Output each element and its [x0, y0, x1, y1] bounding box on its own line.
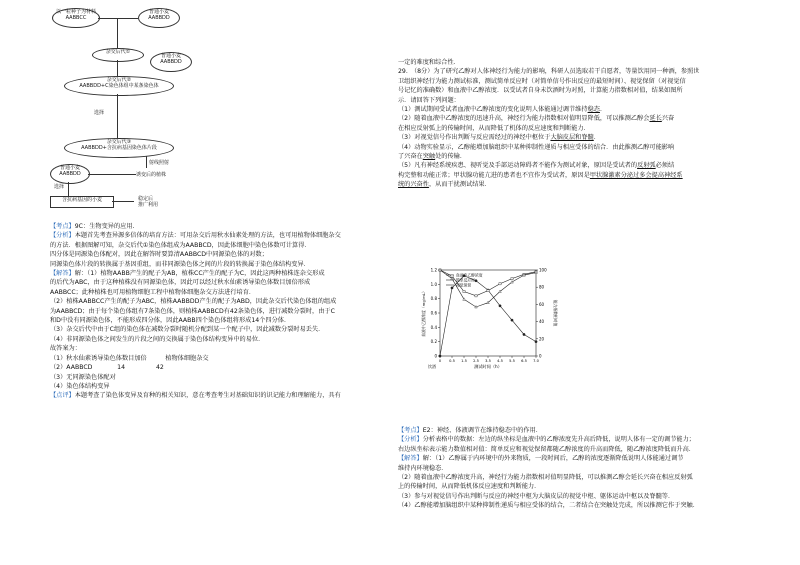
select-label-1: 选择 — [94, 110, 105, 116]
node-wheat-2 — [150, 52, 192, 72]
text-line — [50, 335, 418, 344]
y-right-tick-label: 80 — [539, 284, 545, 290]
answer-3: 大脑皮层和脊髓 — [550, 134, 594, 142]
left-answer-text — [50, 222, 418, 401]
node-wheat-3 — [50, 164, 90, 184]
node-wheat-1 — [138, 8, 180, 28]
y-left-tick-label: 1.2 — [430, 267, 437, 273]
data-point — [511, 278, 513, 280]
node-seed-label: 以一粒种子为材料 — [55, 9, 96, 15]
x-axis-label: 测试时间（h） — [474, 364, 502, 369]
section-tag: 【考点】 — [50, 223, 75, 230]
text-line — [50, 260, 418, 269]
line-text: （1）秋水仙素诱导染色体数目加倍 植物体细胞杂交 — [50, 354, 209, 362]
line-text: 同源染色体片段的转换属于基因重组，而非同源染色体之间的片段的转换属于染色体结构变异． — [50, 260, 310, 268]
legend-entry: 血液中乙醇浓度 — [456, 272, 483, 278]
answer-1: 稳态 — [587, 106, 600, 114]
node-offspring-3 — [64, 138, 174, 158]
node-resistant — [50, 196, 114, 208]
text-line — [398, 454, 770, 463]
text-line — [50, 354, 418, 363]
text-line — [50, 269, 418, 278]
section-tag: 【分析】 — [398, 436, 423, 444]
radiation-label: 射线照射 — [149, 160, 170, 166]
question-5-end: 统的兴奋性，从而干扰测试结果． — [398, 181, 491, 189]
y-right-axis-label: 能力指数相对值 — [553, 299, 558, 327]
text-line — [50, 325, 418, 334]
text-line — [50, 382, 418, 391]
arrow — [117, 60, 118, 76]
analysis-text — [398, 426, 770, 511]
question-5: （5）凡有神经系统疾患、视听觉及手部运动障碍者不能作为测试对象，原因是受试者的反射弧必须结 — [398, 162, 675, 170]
line-text: （3）参与对视觉信号作出判断与反应的神经中枢为大脑皮层的视觉中枢、躯体运动中枢以及脊髓等． — [398, 492, 675, 500]
y-right-tick-label: 40 — [539, 319, 545, 325]
arrow — [98, 18, 138, 19]
x-tick-label: 0.5 — [449, 359, 455, 363]
question-3: （3）对视觉信号作出判断与反应需经过的神经中枢位于大脑皮层和脊髓． — [398, 134, 600, 142]
text-line: 号记忆的准确数）和血液中乙醇浓度．以受试者自身未饮酒时为对照，计算能力指数相对值，结果如图所 — [398, 87, 683, 95]
text-line — [50, 373, 418, 382]
question-4: （4）动物实验显示，乙醇能增加脑组织中某种抑制性递质与相应受体的结合．由此推测乙醇可能影响 — [398, 143, 675, 151]
y-left-tick-label: 1.0 — [430, 281, 437, 287]
text-line — [398, 464, 770, 473]
text-line — [50, 241, 418, 250]
text-line — [398, 435, 770, 444]
line-text: 故答案为： — [50, 345, 81, 353]
ethanol-chart — [420, 264, 558, 374]
section-tag: 【解答】 — [50, 270, 75, 278]
node-wheat-2-label: 普通小麦 — [160, 53, 181, 59]
right-column — [398, 58, 770, 190]
line-text: （2）随着血液中乙醇浓度升高，神经行为能力指数相对值明显降低，可以推测乙醇会延长兴奋在相应反射弧 — [398, 474, 693, 482]
node-offspring-1 — [92, 48, 144, 62]
x-tick-label: 1.5 — [461, 359, 467, 363]
data-point — [487, 290, 489, 292]
text-line: 一定的难度和综合性． — [398, 59, 460, 66]
section-tag: 【点评】 — [50, 392, 75, 400]
line-text: （3）无同源染色体配对 — [50, 373, 116, 381]
node-stable-sub: 推广利用 — [138, 202, 159, 208]
x-tick-label: 3.5 — [485, 359, 491, 363]
node-offspring-1-label: 杂交后代① — [105, 49, 131, 55]
text-line — [50, 222, 418, 231]
node-seed — [52, 8, 100, 28]
answer-4: 突触 — [422, 153, 436, 161]
arrow — [112, 201, 134, 202]
arrow — [146, 156, 147, 168]
line-text: 为AABBCD；由于每个染色体组有7条染色体，则植株AABBCD有42条染色体，进行减数分裂时，由于C — [50, 307, 335, 315]
text-line — [50, 278, 418, 287]
node-offspring-2 — [64, 76, 174, 96]
arrow — [117, 18, 118, 48]
y-right-tick-label: 60 — [539, 301, 545, 307]
text-line — [50, 231, 418, 240]
text-line — [398, 482, 770, 491]
line-text: 9C：生物变异的应用. — [74, 223, 135, 230]
x-tick-label: 4.5 — [497, 359, 503, 363]
line-text: 本题首先考查异源多倍体的培育方法：可用杂交后用秋水仙素处理的方法，也可用植物体细胞杂交 — [74, 232, 341, 240]
text-line — [398, 426, 770, 435]
line-text: 右边纵坐标表示能力数值相对值：简单反应和视觉保留都随乙醇浓度的升高而降低，随乙醇浓度降低而升高． — [398, 445, 695, 453]
data-point — [511, 319, 513, 321]
answer-5b: 甲状腺激素分泌过多会提高神经系 — [589, 171, 683, 179]
arrow — [68, 182, 69, 196]
text-line: 示．请回答下列问题： — [398, 96, 460, 104]
node-resistant-label: 含抗病基因的小麦 — [61, 197, 102, 203]
arrow — [88, 174, 136, 175]
x-tick-label: 6.5 — [521, 359, 527, 363]
text-line — [50, 307, 418, 316]
mutant-label: 诱变后的植株 — [136, 172, 167, 178]
data-point — [475, 295, 477, 297]
origin-label: 饮酒 — [428, 364, 436, 369]
data-point — [439, 355, 441, 357]
data-point — [499, 305, 501, 307]
y-right-tick-label: 100 — [539, 267, 547, 273]
node-stable-label: 稳定后 — [138, 196, 154, 202]
text-line — [398, 501, 770, 510]
text-line — [398, 492, 770, 501]
line-text: 解：（1）植物AABB产生的配子为AB，植株CC产生的配子为C，因此这两种植株连杂交形成 — [74, 270, 325, 278]
node-wheat-2-genotype: AABBDD — [160, 59, 182, 65]
y-right-tick-label: 0 — [539, 353, 542, 359]
y-left-tick-label: 0.6 — [430, 310, 437, 316]
text-line — [398, 473, 770, 482]
question-1: （1）测试期间受试者血液中乙醇浓度的变化说明人体能通过调节维持稳态． — [398, 106, 607, 114]
text-line — [50, 288, 418, 297]
line-text: 上的传输时间，从而降低机体反应速度和判断能力． — [398, 483, 541, 491]
answer-5: 反射弧 — [637, 162, 656, 170]
legend-entry: 视觉保留 — [456, 282, 472, 288]
data-point — [535, 340, 537, 342]
legend-entry: 简单反应时 — [456, 277, 475, 283]
text-line — [50, 316, 418, 325]
left-column — [50, 222, 418, 401]
line-text: 和D中没有同源染色体，不能形成四分体，因此AABB四个染色体组将形成14个四分体． — [50, 317, 291, 325]
line-text: （4）乙醇能增加脑组织中某种抑制性递质与相应受体的结合，二者结合在突触处完成，所以推测它作于突触． — [398, 502, 699, 510]
breeding-diagram — [50, 4, 200, 218]
answer-2: 延长 — [649, 115, 662, 123]
line-text: （2）AABBCD 14 42 — [50, 364, 164, 372]
question-2-cont: 在相应反射弧上的传输时间，从而降低了机体的反应速度和判断能力． — [398, 124, 590, 132]
question-2: （2）随着血液中乙醇浓度的迅速升高，神经行为能力指数相对值明显降低，可以推测乙醇会延长兴奋 — [398, 115, 675, 123]
x-tick-label: 0 — [438, 359, 442, 363]
question-stem — [398, 58, 770, 105]
text-line: 卫组织神经行为能力测试标准，测试简单反应时（对简单信号作出反应的最短时间）、视觉保留（对视觉信 — [398, 77, 686, 85]
x-tick-label: 2.5 — [473, 359, 479, 363]
line-text: E2：神经、体液调节在维持稳态中的作用． — [422, 427, 542, 434]
right-analysis — [398, 426, 770, 511]
data-point — [451, 287, 453, 289]
y-left-axis-label: 血液中乙醇浓度（mg/mL） — [421, 289, 426, 337]
line-text: （4）染色体结构变异 — [50, 382, 110, 390]
text-line — [50, 344, 418, 353]
y-left-tick-label: 0.4 — [430, 324, 437, 330]
line-text: 分析表格中的数据：左边的纵坐标是血液中的乙醇浓度先升高后降低，说明人体有一定的调节能力； — [422, 436, 695, 444]
node-stable — [138, 196, 158, 208]
data-point — [463, 290, 465, 292]
line-text: 的后代为ABC，由于这种植株没有同源染色体，因此可以经过秋水仙素诱导染色体数目加倍形成 — [50, 279, 311, 287]
node-offspring-3-label: 杂交后代③ — [106, 139, 132, 145]
line-text: （2）植株AABBCC产生的配子为ABC，植株AABBDD产生的配子为ABD，因此杂交后代染色体组的组成 — [50, 298, 337, 306]
data-point — [475, 280, 477, 282]
arrow — [117, 94, 118, 138]
y-left-tick-label: 0 — [434, 353, 437, 359]
line-text: 维持内环境稳态． — [398, 464, 448, 472]
x-tick-label: 7.0 — [533, 359, 539, 363]
text-line — [50, 391, 418, 400]
section-tag: 【解答】 — [398, 455, 423, 463]
node-wheat-1-genotype: AABBDD — [148, 15, 170, 21]
line-text: 四分体是同源染色体配对，因此在解答时要算清AABBCD中同源染色体的对数； — [50, 251, 268, 259]
line-text: （4）非同源染色体之间发生的片段之间的交换属于染色体结构变异中的易位． — [50, 335, 265, 343]
question-4-cont: 了兴奋在突触处的传输． — [398, 153, 467, 161]
data-point — [523, 333, 525, 335]
x-tick-label: 5.5 — [509, 359, 515, 363]
text-line — [50, 250, 418, 259]
y-right-tick-label: 20 — [539, 336, 545, 342]
line-text: AABBCC；此种植株也可用植物细胞工程中植物体细胞杂交方法进行培育． — [50, 288, 256, 296]
select-label-2: 选择 — [54, 184, 65, 190]
line-text: 的方法．根据图解可知，杂交后代①染色体组成为AABBCD，因此体细胞中染色体数可计算得． — [50, 241, 311, 249]
y-left-tick-label: 0.8 — [430, 296, 437, 302]
text-line — [50, 363, 418, 372]
node-wheat-1-label: 普通小麦 — [148, 9, 169, 15]
node-wheat-3-label: 普通小麦 — [59, 165, 80, 171]
y-left-tick-label: 0.2 — [430, 339, 437, 345]
node-offspring-3-genotype: AABBDD+含抗病基因染色体片段 — [81, 145, 157, 151]
section-tag: 【考点】 — [398, 427, 423, 434]
text-line: 29. （8分）为了研究乙醇对人体神经行为能力的影响，科研人员选取若干自愿者，等量饮用同一种酒，参照世 — [398, 68, 700, 76]
line-text: （3）杂交后代中由于C组的染色体在减数分裂时随机分配到某一个配子中，因此减数分裂时易丢失． — [50, 326, 325, 334]
node-offspring-2-genotype: AABBDD+C染色体组中某条染色体 — [79, 83, 159, 89]
answer-5c: 统的兴奋性 — [398, 181, 429, 189]
text-line — [398, 445, 770, 454]
text-line — [50, 297, 418, 306]
node-seed-genotype: AABBCC — [65, 15, 87, 21]
node-offspring-2-label: 杂交后代② — [106, 77, 132, 83]
series-line — [440, 276, 536, 356]
node-wheat-3-genotype: AABBDD — [59, 171, 81, 177]
section-tag: 【分析】 — [50, 232, 75, 240]
question-5-cont: 构完整和功能正常；甲状腺功能亢进的患者也不宜作为受试者，原因是甲状腺激素分泌过多会提高神经系 — [398, 171, 683, 179]
line-text: 解：（1）乙醇属于内环境中的外来物质，一段时间后，乙醇的浓度逐渐降低说明人体能通过调节 — [422, 455, 684, 463]
data-point — [499, 283, 501, 285]
line-text: 本题考查了染色体变异及育种的相关知识，意在考查考生对基础知识的识记能力和理解能力，具有 — [74, 392, 341, 400]
